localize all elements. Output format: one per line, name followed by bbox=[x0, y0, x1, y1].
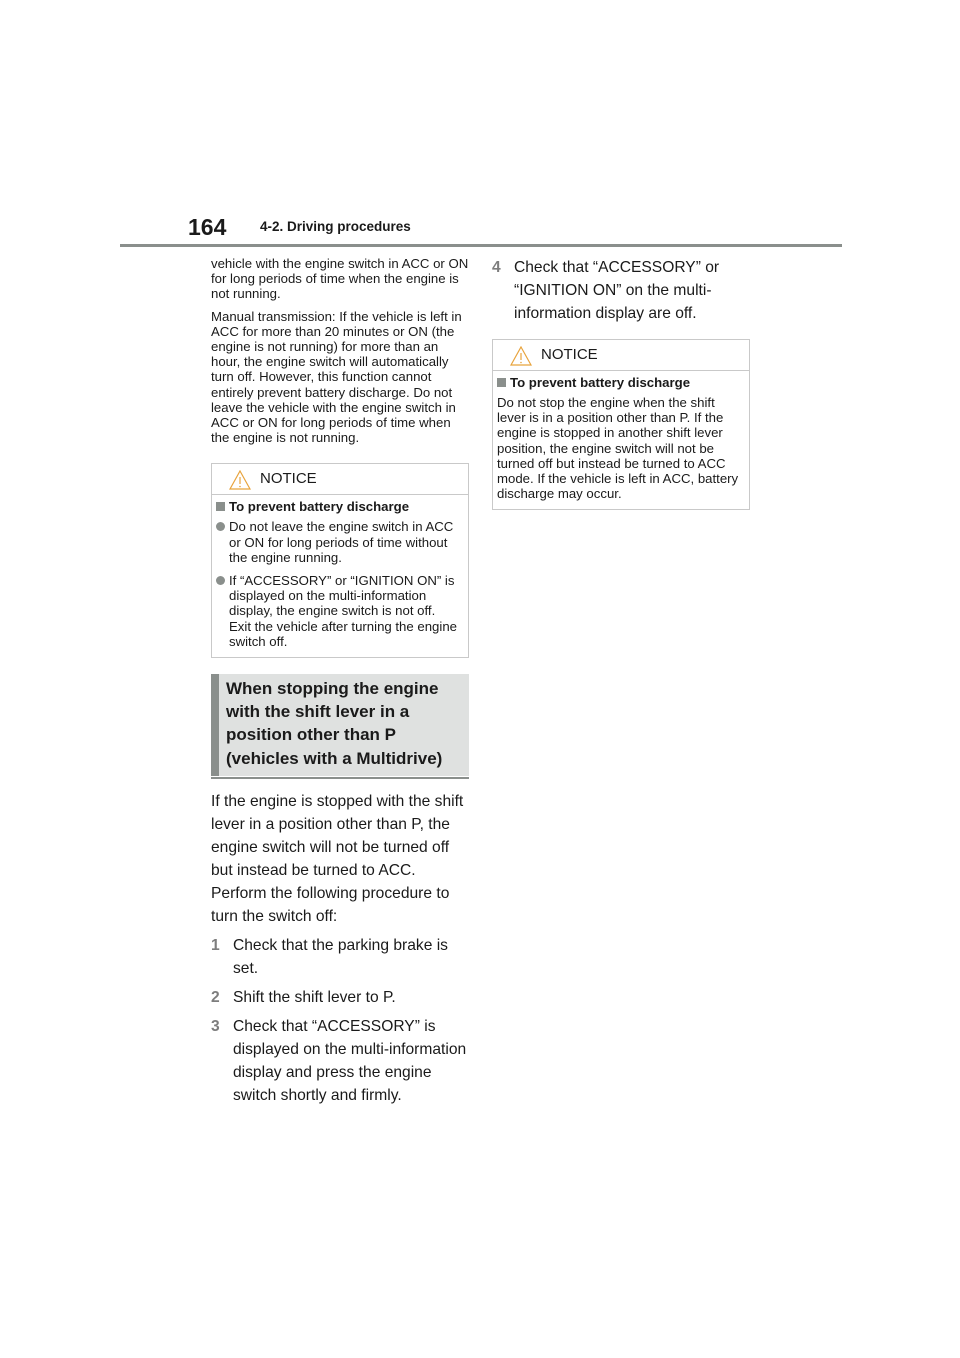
notice-bullet-text: Do not leave the engine switch in ACC or ON for long periods of time without the engine running. bbox=[229, 519, 454, 565]
notice-body bbox=[212, 495, 468, 657]
step-text: Check that “ACCESSORY” is displayed on the multi-information display and press the engine switch shortly and firmly. bbox=[233, 1017, 467, 1104]
notice-label: NOTICE bbox=[260, 470, 317, 488]
square-bullet-icon bbox=[497, 378, 506, 387]
heading-underline bbox=[211, 777, 469, 779]
round-bullet-icon bbox=[216, 576, 225, 585]
round-bullet-icon bbox=[216, 522, 225, 531]
step-item bbox=[211, 1015, 469, 1107]
heading-accent-bar bbox=[211, 674, 219, 776]
notice-label: NOTICE bbox=[541, 346, 598, 363]
step-item bbox=[211, 934, 469, 980]
notice-bullet bbox=[216, 573, 460, 649]
notice-bullet bbox=[216, 519, 460, 565]
step-text: Shift the shift lever to P. bbox=[233, 988, 396, 1006]
warning-triangle-icon bbox=[229, 470, 251, 490]
notice-subtitle bbox=[497, 375, 741, 390]
page-number: 164 bbox=[188, 214, 227, 240]
notice-subtitle-text: To prevent battery discharge bbox=[229, 499, 410, 515]
right-column bbox=[492, 256, 750, 510]
notice-header bbox=[493, 340, 749, 371]
notice-header bbox=[212, 464, 468, 495]
step-number: 4 bbox=[492, 259, 501, 276]
notice-bullet-text: If “ACCESSORY” or “IGNITION ON” is displayed on the multi-information display, the engine switch is not off. Exit the vehicle after turning the engine switch off. bbox=[229, 573, 457, 649]
notice-subtitle-text: To prevent battery discharge bbox=[510, 375, 691, 390]
notice-text: Do not stop the engine when the shift lever is in a position other than P. If the engine is stopped in another shift lever position, the engine switch will not be turned off but instead be turned to ACC mode. If the vehicle is left in ACC, battery discharge may occur. bbox=[497, 395, 739, 502]
section-title: 4-2. Driving procedures bbox=[260, 219, 411, 234]
notice-box bbox=[211, 463, 469, 658]
body-paragraph: If the engine is stopped with the shift lever in a position other than P, the engine switch will not be turned off but instead be turned to ACC. Perform the following procedure to turn the switch off: bbox=[211, 792, 464, 925]
step-text: Check that “ACCESSORY” or “IGNITION ON” on the multi-information display are off. bbox=[514, 259, 720, 322]
step-item bbox=[211, 986, 469, 1009]
step-number: 3 bbox=[211, 1017, 220, 1035]
notice-box bbox=[492, 339, 750, 510]
notice-subtitle bbox=[216, 499, 460, 514]
notice-body bbox=[493, 371, 749, 509]
step-number: 1 bbox=[211, 936, 220, 954]
step-item bbox=[492, 256, 750, 325]
warning-triangle-icon bbox=[510, 346, 532, 366]
paragraph-continuation: vehicle with the engine switch in ACC or ON for long periods of time when the engine is not running. bbox=[211, 256, 469, 302]
step-text: Check that the parking brake is set. bbox=[233, 936, 448, 977]
section-heading bbox=[211, 674, 469, 776]
paragraph-manual-transmission: Manual transmission: If the vehicle is left in ACC for more than 20 minutes or ON (the engine is not running) for more than an hour, the engine switch will automatically turn off. However, this function cannot entirely prevent battery discharge. Do not leave the vehicle with the engine switch in ACC or ON for long periods of time when the engine is not running. bbox=[211, 308, 462, 446]
header-rule bbox=[120, 244, 842, 247]
square-bullet-icon bbox=[216, 502, 225, 511]
section-heading-text: When stopping the engine with the shift lever in a position other than P (vehicles with a Multidrive) bbox=[226, 679, 443, 768]
step-number: 2 bbox=[211, 988, 220, 1006]
left-column bbox=[211, 256, 469, 1113]
